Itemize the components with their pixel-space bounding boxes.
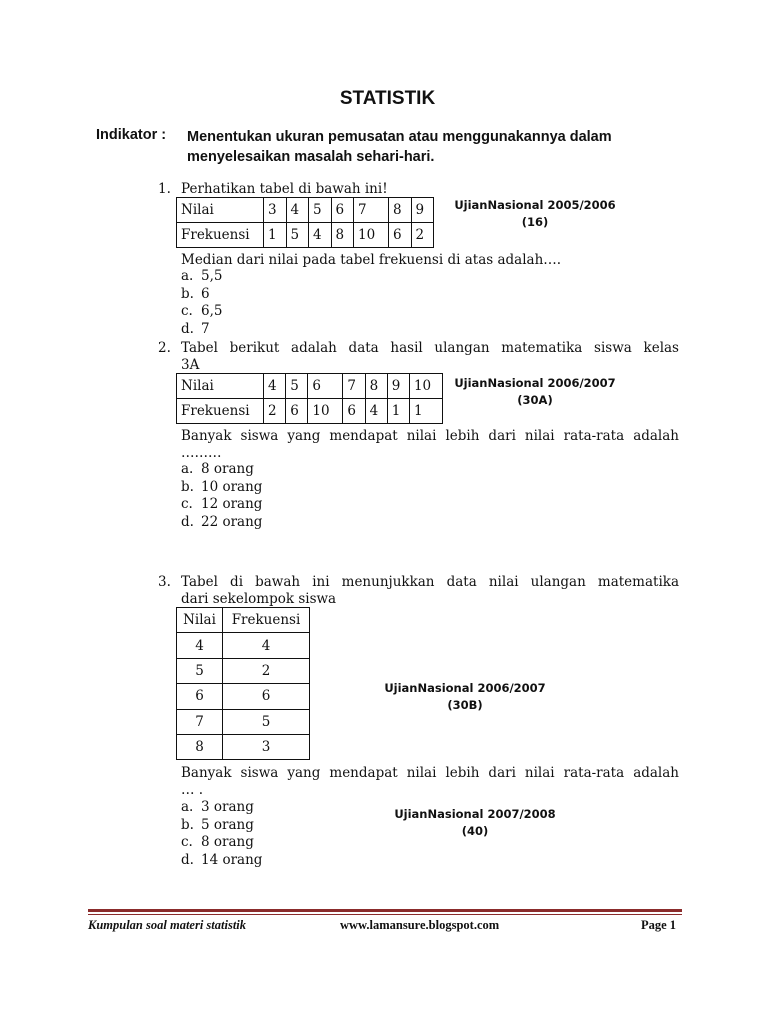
table-cell: 1: [409, 399, 442, 424]
table-cell: 4: [177, 633, 223, 658]
table-cell: 5: [286, 374, 308, 399]
table-cell: 6: [177, 684, 223, 709]
source-line-1: UjianNasional 2005/2006: [454, 198, 616, 212]
source-line-2: (16): [521, 215, 549, 229]
footer-rule-thin: [88, 914, 682, 915]
option-d[interactable]: [181, 514, 262, 532]
footer-page-number: Page 1: [641, 918, 677, 932]
option-text: 6: [201, 285, 210, 302]
option-text: 5 orang: [201, 816, 254, 833]
table-cell: 5: [309, 198, 332, 223]
question-2-text-line-2: 3A: [181, 357, 200, 373]
option-a[interactable]: [181, 461, 262, 479]
source-line-2: (30A): [517, 393, 553, 407]
option-text: 7: [201, 320, 210, 337]
option-c[interactable]: [181, 303, 222, 321]
table-cell: 10: [308, 399, 343, 424]
table-cell: 8: [389, 198, 412, 223]
table-header-cell: Frekuensi: [223, 608, 310, 633]
table-header-row: [177, 608, 310, 633]
table-cell: 5: [286, 223, 309, 248]
option-letter: c.: [181, 834, 193, 850]
indicator-line-2: menyelesaikan masalah sehari-hari.: [187, 149, 435, 165]
source-line-1: UjianNasional 2006/2007: [454, 376, 616, 390]
question-1-prompt: Median dari nilai pada tabel frekuensi di atas adalah….: [181, 252, 562, 268]
table-cell: 4: [309, 223, 332, 248]
table-cell: 6: [286, 399, 308, 424]
option-letter: a.: [181, 268, 194, 284]
table-cell: 6: [223, 684, 310, 709]
question-1-source: [450, 197, 620, 231]
table-cell: 2: [223, 658, 310, 683]
table-cell: Nilai: [177, 374, 264, 399]
table-cell: Nilai: [177, 198, 264, 223]
table-cell: 6: [389, 223, 412, 248]
table-row: [177, 223, 434, 248]
option-c[interactable]: [181, 496, 262, 514]
question-3-options: [181, 799, 262, 869]
table-cell: 3: [264, 198, 287, 223]
option-text: 8 orang: [201, 461, 254, 477]
table-header-cell: Nilai: [177, 608, 223, 633]
option-d[interactable]: [181, 321, 222, 339]
table-cell: 9: [411, 198, 434, 223]
option-letter: d.: [181, 513, 194, 530]
indicator-line-1: Menentukan ukuran pemusatan atau menggunakannya dalam: [187, 129, 612, 145]
table-cell: 4: [264, 374, 286, 399]
question-1-number: 1.: [158, 181, 171, 197]
option-letter: b.: [181, 816, 194, 833]
question-1-options: [181, 268, 222, 338]
table-cell: 5: [223, 709, 310, 734]
table-cell: 6: [331, 198, 354, 223]
option-b[interactable]: [181, 479, 262, 497]
question-2-table: [176, 373, 443, 424]
table-cell: 8: [177, 734, 223, 759]
table-cell: 6: [308, 374, 343, 399]
question-3-text-line-2: dari sekelompok siswa: [181, 591, 337, 607]
table-cell: 7: [354, 198, 389, 223]
table-cell: 6: [343, 399, 365, 424]
option-text: 8 orang: [201, 834, 254, 850]
question-3-number: 3.: [158, 574, 171, 590]
source-line-2: (30B): [447, 698, 483, 712]
table-row: [177, 633, 310, 658]
question-3-prompt-line-2: … .: [181, 782, 204, 798]
table-cell: 7: [343, 374, 365, 399]
option-text: 14 orang: [201, 851, 263, 868]
question-2-text-line-1: Tabel berikut adalah data hasil ulangan matematika siswa kelas: [181, 340, 679, 356]
table-cell: 3: [223, 734, 310, 759]
footer-rule-thick: [88, 909, 682, 912]
question-2-prompt-line-1: Banyak siswa yang mendapat nilai lebih dari nilai rata-rata adalah: [181, 428, 679, 444]
source-line-1: UjianNasional 2007/2008: [394, 807, 556, 821]
question-1-table: [176, 197, 434, 248]
table-cell: 7: [177, 709, 223, 734]
option-d[interactable]: [181, 852, 262, 870]
question-2-prompt-line-2: ………: [181, 445, 222, 461]
option-text: 5,5: [201, 268, 223, 284]
option-text: 3 orang: [201, 799, 254, 815]
question-3-source-2: [385, 806, 565, 840]
option-b[interactable]: [181, 817, 262, 835]
option-c[interactable]: [181, 834, 262, 852]
option-letter: c.: [181, 496, 193, 512]
table-cell: 4: [286, 198, 309, 223]
source-line-1: UjianNasional 2006/2007: [384, 681, 546, 695]
table-cell: Frekuensi: [177, 223, 264, 248]
table-cell: 9: [387, 374, 409, 399]
question-3-text-line-1: Tabel di bawah ini menunjukkan data nilai ulangan matematika: [181, 574, 679, 590]
page-title: STATISTIK: [339, 88, 436, 109]
table-cell: 2: [264, 399, 286, 424]
footer-title: Kumpulan soal materi statistik: [88, 918, 247, 932]
source-line-2: (40): [461, 824, 489, 838]
option-letter: b.: [181, 478, 194, 495]
table-row: [177, 684, 310, 709]
table-cell: 2: [411, 223, 434, 248]
question-2-text: [181, 340, 679, 374]
question-1-text: Perhatikan tabel di bawah ini!: [181, 181, 388, 197]
table-cell: 1: [387, 399, 409, 424]
question-2-prompt: [181, 428, 679, 462]
table-cell: 4: [365, 399, 387, 424]
table-cell: 4: [223, 633, 310, 658]
question-2-source: [450, 375, 620, 409]
option-text: 10 orang: [201, 478, 263, 495]
option-letter: b.: [181, 285, 194, 302]
table-row: [177, 399, 443, 424]
table-cell: 8: [365, 374, 387, 399]
table-cell: 5: [177, 658, 223, 683]
table-row: [177, 374, 443, 399]
table-row: [177, 709, 310, 734]
option-text: 6,5: [201, 303, 223, 319]
footer-website[interactable]: www.lamansure.blogspot.com: [340, 918, 500, 932]
question-3-source: [365, 680, 565, 714]
option-text: 22 orang: [201, 513, 263, 530]
table-row: [177, 198, 434, 223]
table-cell: 8: [331, 223, 354, 248]
question-2-number: 2.: [158, 340, 171, 356]
table-cell: Frekuensi: [177, 399, 264, 424]
table-row: [177, 658, 310, 683]
table-row: [177, 734, 310, 759]
option-letter: d.: [181, 320, 194, 337]
question-3-text: [181, 574, 679, 608]
indicator-text: [187, 127, 657, 167]
option-letter: a.: [181, 461, 194, 477]
indicator-label: Indikator :: [96, 127, 167, 143]
option-letter: a.: [181, 799, 194, 815]
table-cell: 10: [409, 374, 442, 399]
question-3-prompt-line-1: Banyak siswa yang mendapat nilai lebih dari nilai rata-rata adalah: [181, 765, 679, 781]
question-3-table: [176, 607, 310, 760]
option-a[interactable]: [181, 268, 222, 286]
question-2-options: [181, 461, 262, 531]
option-a[interactable]: [181, 799, 262, 817]
option-letter: d.: [181, 851, 194, 868]
table-cell: 1: [264, 223, 287, 248]
option-text: 12 orang: [201, 496, 263, 512]
table-cell: 10: [354, 223, 389, 248]
question-3-prompt: [181, 765, 679, 799]
option-letter: c.: [181, 303, 193, 319]
option-b[interactable]: [181, 286, 222, 304]
